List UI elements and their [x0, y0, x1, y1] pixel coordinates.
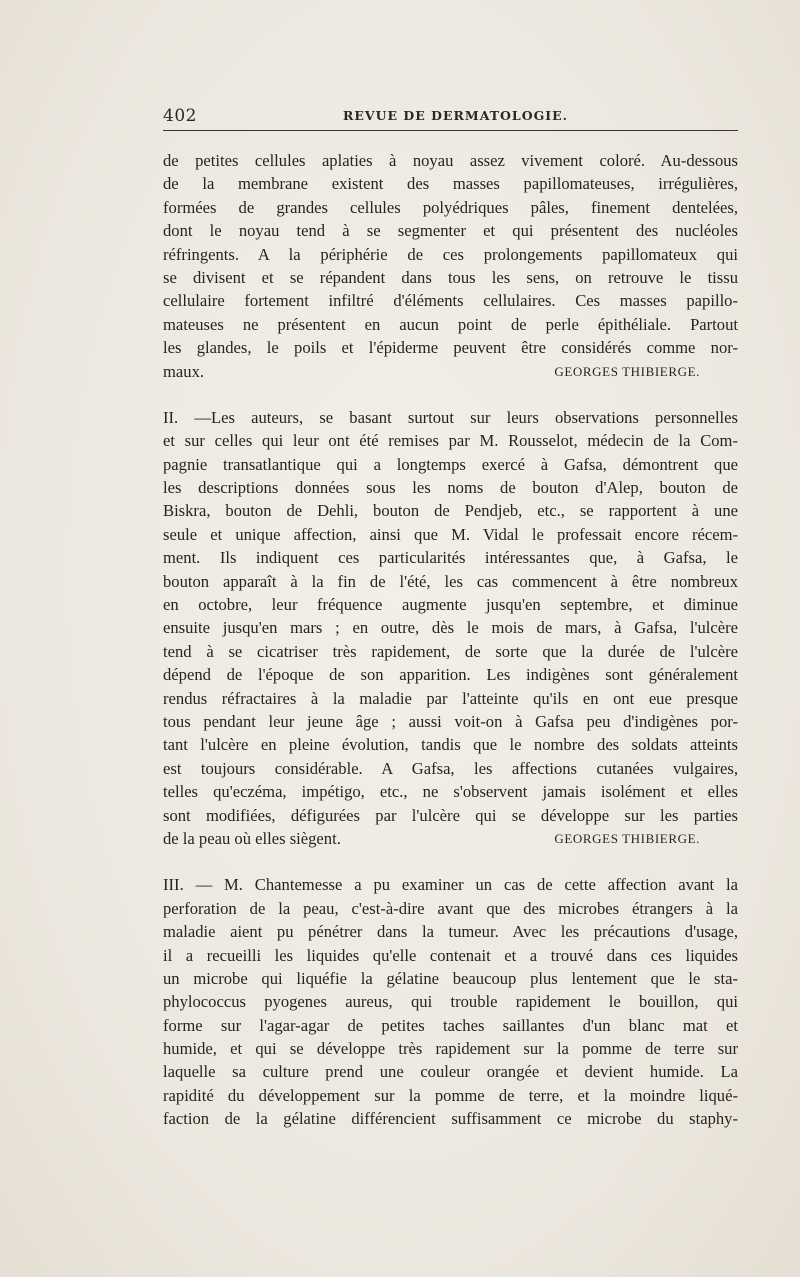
text-line: de la peau où elles siègent.	[163, 828, 341, 848]
text-line-with-signature	[163, 827, 738, 850]
text-line: il a recueilli les liquides qu'elle contenait et a trouvé dans ces liquides	[163, 945, 738, 965]
text-line: pagnie transatlantique qui a longtemps exercé à Gafsa, démontrent que	[163, 454, 738, 474]
author-signature: GEORGES THIBIERGE.	[554, 830, 700, 846]
text-line: de petites cellules aplaties à noyau assez vivement coloré. Au-dessous	[163, 151, 738, 170]
text-line: rapidité du développement sur la pomme de terre, et la moindre liqué-	[163, 1085, 738, 1105]
text-line: de la membrane existent des masses papillomateuses, irrégulières,	[163, 174, 738, 194]
paragraph-2	[163, 406, 738, 850]
text-line: III. — M. Chantemesse a pu examiner un cas de cette affection avant la	[163, 875, 738, 895]
text-line: mateuses ne présentent en aucun point de perle épithéliale. Partout	[163, 314, 738, 334]
text-line: maux.	[163, 361, 205, 381]
text-line: faction de la gélatine différencient suffisamment ce microbe du staphy-	[163, 1109, 738, 1129]
text-line: formées de grandes cellules polyédriques pâles, finement dentelées,	[163, 197, 738, 217]
text-line: perforation de la peau, c'est-à-dire avant que des microbes étrangers à la	[163, 898, 738, 918]
text-line: est toujours considérable. A Gafsa, les affections cutanées vulgaires,	[163, 758, 738, 778]
text-line: seule et unique affection, ainsi que M. Vidal le professait encore récem-	[163, 524, 738, 544]
text-line: forme sur l'agar-agar de petites taches saillantes d'un blanc mat et	[163, 1015, 738, 1035]
text-line: rendus réfractaires à la maladie par l'atteinte qu'ils en ont eue presque	[163, 688, 738, 708]
text-line: humide, et qui se développe très rapidement sur la pomme de terre sur	[163, 1039, 738, 1059]
text-line: réfringents. A la périphérie de ces prolongements papillomateux qui	[163, 244, 738, 264]
paragraph-spacer	[163, 850, 738, 873]
text-line: Biskra, bouton de Dehli, bouton de Pendjeb, etc., se rapportent à une	[163, 501, 738, 521]
page-header	[163, 106, 738, 128]
text-line: dépend de l'époque de son apparition. Les indigènes sont généralement	[163, 665, 738, 685]
text-line: sont modifiées, défigurées par l'ulcère qui se développe sur les parties	[163, 805, 738, 825]
text-line: tous pendant leur jeune âge ; aussi voit-on à Gafsa peu d'indigènes por-	[163, 711, 738, 731]
running-head: REVUE DE DERMATOLOGIE.	[343, 108, 568, 123]
paragraph-3	[163, 873, 738, 1130]
text-line: en octobre, leur fréquence augmente jusqu'en septembre, et diminue	[163, 595, 738, 615]
text-line: cellulaire fortement infiltré d'éléments cellulaires. Ces masses papillo-	[163, 291, 738, 311]
text-line: tant l'ulcère en pleine évolution, tandis que le nombre des soldats atteints	[163, 735, 738, 755]
text-line: ment. Ils indiquent ces particularités intéressantes que, à Gafsa, le	[163, 548, 738, 568]
text-line: phylococcus pyogenes aureus, qui trouble rapidement le bouillon, qui	[163, 992, 738, 1012]
paragraph-1	[163, 149, 738, 383]
text-line: tend à se cicatriser très rapidement, de sorte que la durée de l'ulcère	[163, 641, 738, 661]
text-line: les glandes, le poils et l'épiderme peuvent être considérés comme nor-	[163, 338, 738, 358]
text-line: ensuite jusqu'en mars ; en outre, dès le mois de mars, à Gafsa, l'ulcère	[163, 618, 738, 638]
text-line: bouton apparaît à la fin de l'été, les cas commencent à être nombreux	[163, 571, 738, 591]
text-line: et sur celles qui leur ont été remises par M. Rousselot, médecin de la Com-	[163, 431, 738, 451]
text-line: se divisent et se répandent dans tous les sens, on retrouve le tissu	[163, 267, 738, 287]
paragraph-spacer	[163, 383, 738, 406]
text-line: les descriptions données sous les noms de bouton d'Alep, bouton de	[163, 478, 738, 498]
text-line: dont le noyau tend à se segmenter et qui présentent des nucléoles	[163, 221, 738, 241]
text-line-with-signature	[163, 360, 738, 383]
text-line: II. —Les auteurs, se basant surtout sur leurs observations personnelles	[163, 407, 738, 427]
text-line: un microbe qui liquéfie la gélatine beaucoup plus lentement que le sta-	[163, 968, 738, 988]
text-line: telles qu'eczéma, impétigo, etc., ne s'observent jamais isolément et elles	[163, 782, 738, 802]
text-line: maladie aient pu pénétrer dans la tumeur. Avec les précautions d'usage,	[163, 922, 738, 942]
page-number: 402	[163, 106, 197, 126]
header-rule	[163, 130, 738, 131]
body-text	[163, 149, 738, 1131]
text-line: laquelle sa culture prend une couleur orangée et devient humide. La	[163, 1062, 738, 1082]
author-signature: GEORGES THIBIERGE.	[554, 363, 700, 379]
